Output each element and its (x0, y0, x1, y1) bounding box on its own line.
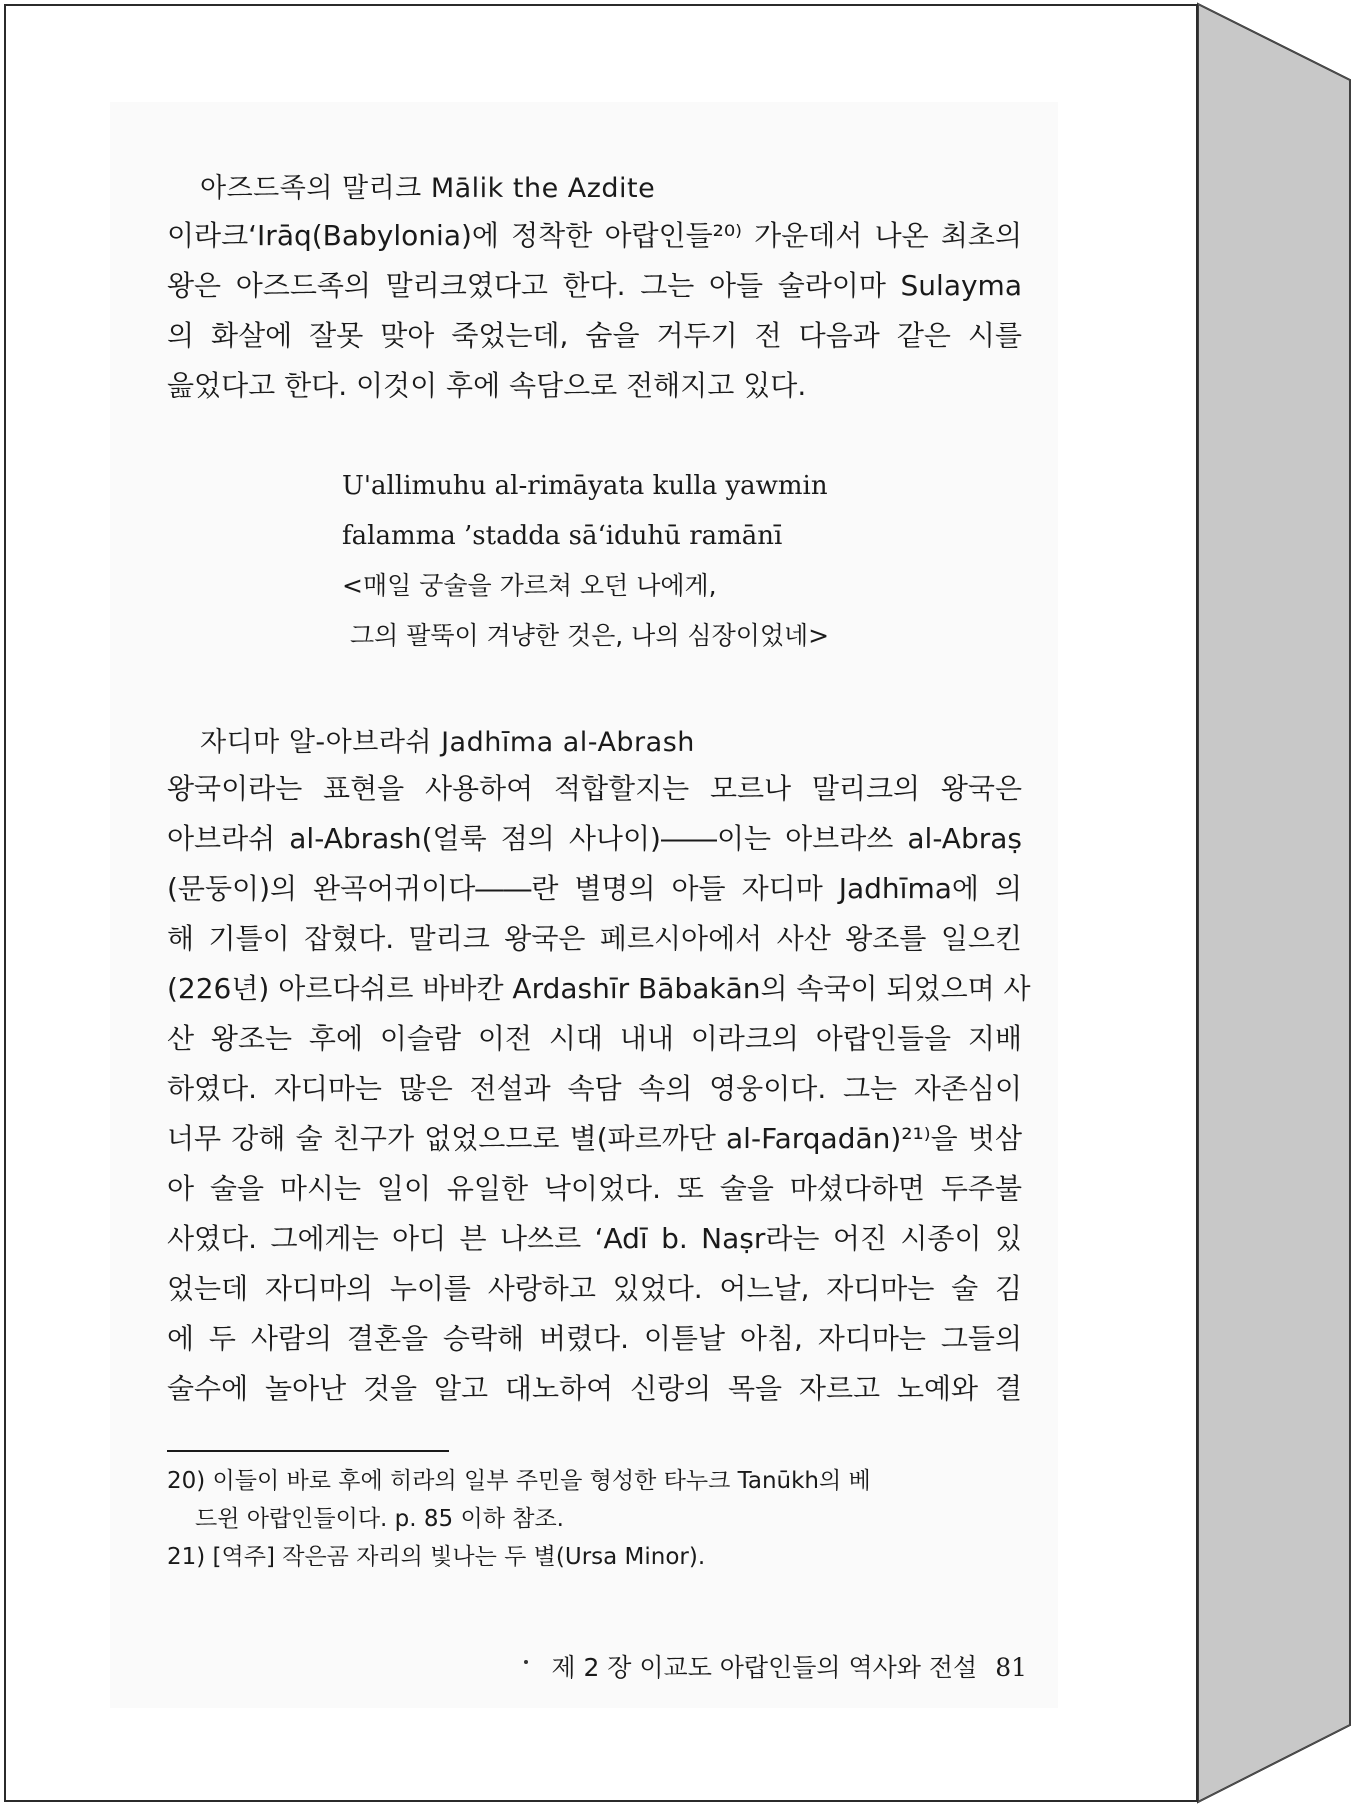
paragraph-line: 너무 강해 술 친구가 없었으므로 별(파르까단 al-Farqadān)²¹⁾을 벗삼 (167, 1122, 1022, 1155)
paragraph-line: 술수에 놀아난 것을 알고 대노하여 신랑의 목을 자르고 노예와 결 (167, 1372, 1022, 1405)
paragraph-line: (226년) 아르다쉬르 바바칸 Ardashīr Bābakān의 속국이 되었으며 사 (167, 972, 1031, 1005)
bullet-dot (524, 1660, 528, 1664)
section-heading-jadhima: 자디마 알-아브라쉬 Jadhīma al-Abrash (200, 727, 695, 758)
poem-line-translation: 그의 팔뚝이 겨냥한 것은, 나의 심장이었네> (342, 621, 830, 650)
poem-line-arabic: U'allimuhu al-rimāyata kulla yawmin (342, 471, 828, 501)
section-heading-malik: 아즈드족의 말리크 Mālik the Azdite (200, 173, 656, 204)
running-footer (551, 1648, 1027, 1684)
footnote-21: 21) [역주] 작은곰 자리의 빛나는 두 별(Ursa Minor). (167, 1544, 706, 1570)
page-number: 81 (995, 1653, 1027, 1682)
paragraph-line: 읊었다고 한다. 이것이 후에 속담으로 전해지고 있다. (167, 369, 807, 402)
poem-line-translation: <매일 궁술을 가르쳐 오던 나에게, (342, 571, 717, 600)
paragraph-line: 었는데 자디마의 누이를 사랑하고 있었다. 어느날, 자디마는 술 김 (167, 1272, 1022, 1305)
footnote-20-continued: 드윈 아랍인들이다. p. 85 이하 참조. (195, 1506, 564, 1532)
footnote-20: 20) 이들이 바로 후에 히라의 일부 주민을 형성한 타누크 Tanūkh의 베 (167, 1468, 871, 1494)
poem-line-arabic: falamma ’stadda sā‘iduhū ramānī (342, 521, 783, 551)
paragraph-line: 아브라쉬 al-Abrash(얼룩 점의 사나이)――이는 아브라쓰 al-Abraṣ (167, 822, 1022, 855)
paragraph-malik (167, 211, 1022, 411)
paragraph-line: 사였다. 그에게는 아디 븐 나쓰르 ‘Adī b. Naṣr라는 어진 시종이 있 (167, 1222, 1022, 1255)
paragraph-line: 에 두 사람의 결혼을 승락해 버렸다. 이튿날 아침, 자디마는 그들의 (167, 1322, 1022, 1355)
footnotes (167, 1462, 1022, 1576)
paragraph-line: 의 화살에 잘못 맞아 죽었는데, 숨을 거두기 전 다음과 같은 시를 (167, 319, 1022, 352)
paragraph-line: 왕은 아즈드족의 말리크였다고 한다. 그는 아들 술라이마 Sulayma (167, 269, 1022, 302)
footnote-divider (167, 1450, 449, 1452)
paragraph-line: 하였다. 자디마는 많은 전설과 속담 속의 영웅이다. 그는 자존심이 (167, 1072, 1022, 1105)
paragraph-line: 산 왕조는 후에 이슬람 이전 시대 내내 이라크의 아랍인들을 지배 (167, 1022, 1022, 1055)
paragraph-jadhima (167, 764, 1031, 1414)
paragraph-line: 해 기틀이 잡혔다. 말리크 왕국은 페르시아에서 사산 왕조를 일으킨 (167, 922, 1022, 955)
paragraph-line: 이라크‘Irāq(Babylonia)에 정착한 아랍인들²⁰⁾ 가운데서 나온 최초의 (167, 219, 1022, 252)
poem-block (342, 461, 942, 661)
paragraph-line: 왕국이라는 표현을 사용하여 적합할지는 모르나 말리크의 왕국은 (167, 772, 1022, 805)
paragraph-line: (문둥이)의 완곡어귀이다――란 별명의 아들 자디마 Jadhīma에 의 (167, 872, 1022, 905)
chapter-title: 제 2 장 이교도 아랍인들의 역사와 전설 (551, 1653, 978, 1682)
paragraph-line: 아 술을 마시는 일이 유일한 낙이었다. 또 술을 마셨다하면 두주불 (167, 1172, 1022, 1205)
